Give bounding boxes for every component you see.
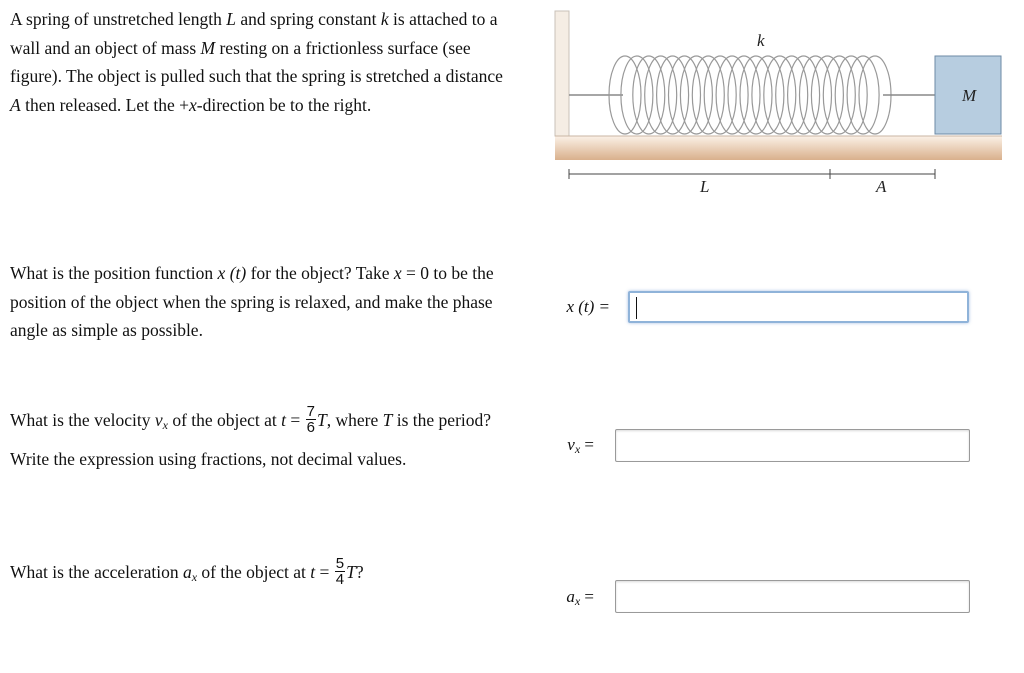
equals-sign: = [580,435,594,454]
equals-sign: = [580,587,594,606]
var-M: M [200,37,216,58]
var-t: t [281,410,287,430]
question-text: What is the position function [10,263,218,283]
intro-text: -direction be to the right. [196,94,372,115]
intro-text: resting on a frictionless surface (see figure). The object is pulled such that the spring is stretched a distance [10,37,503,86]
fraction-denominator: 4 [335,571,345,589]
velocity-answer-label [514,435,594,457]
spring-constant-label: k [757,31,765,50]
subscript-x: x [162,418,168,432]
position-answer-label: x (t) = [566,297,610,316]
question-acceleration [10,555,510,594]
wall [555,11,569,136]
intro-text: is attached to a wall and an object of mass [10,9,498,58]
equation-text: = [286,410,305,430]
problem-intro [10,5,505,119]
question-text: ? [355,562,364,582]
var-t: t [310,562,316,582]
equation-text: = 0 [401,263,430,283]
intro-text: A spring of unstretched length [10,9,227,29]
question-text: , where [326,410,383,430]
var-k: k [380,9,389,29]
spring-mass-figure [553,8,1005,198]
fraction-numerator: 7 [306,403,316,421]
subscript-x: x [191,570,198,584]
text-cursor [636,297,637,319]
acceleration-answer-label [514,587,594,609]
question-text: What is the velocity [10,410,155,430]
var-x: x [188,94,197,115]
question-text: of the object at [167,410,282,430]
length-label: L [700,177,710,196]
position-answer-input[interactable] [628,291,969,323]
question-text: What is the acceleration [10,562,183,582]
mass-label: M [962,86,977,105]
intro-text: and spring constant [236,9,381,29]
acceleration-answer-input[interactable] [615,580,970,613]
question-text: is the period? Write the expression using fractions, not decimal values. [10,410,492,469]
fraction-five-quarters [335,556,345,587]
frictionless-surface [555,136,1002,160]
var-T: T [382,410,393,430]
question-text: for the object? Take [246,263,394,283]
var-x: x [393,263,402,283]
fraction-seven-sixths [306,404,316,435]
fraction-numerator: 5 [335,555,345,573]
var-L: L [226,9,237,29]
spring-coils [609,56,891,134]
var-T: T [346,562,356,582]
question-position [10,259,510,345]
equation-text: = [315,562,334,582]
question-text: to be the position of the object when the spring is relaxed, and make the phase angle as simple as possible. [10,263,494,340]
stretch-label: A [876,177,887,196]
var-A: A [10,94,21,115]
var-T: T [317,410,327,430]
subscript-x: x [574,442,581,456]
question-text: of the object at [197,562,311,582]
var-v: v [154,410,163,430]
intro-text: then released. Let the + [20,94,189,115]
var-v: v [567,435,575,454]
question-velocity [10,403,510,476]
fraction-denominator: 6 [306,419,316,437]
velocity-answer-input[interactable] [615,429,970,462]
subscript-x: x [574,594,581,608]
func-args: (t) [225,263,247,283]
var-x: x [217,263,226,283]
var-a: a [182,562,192,582]
var-a: a [566,587,575,606]
